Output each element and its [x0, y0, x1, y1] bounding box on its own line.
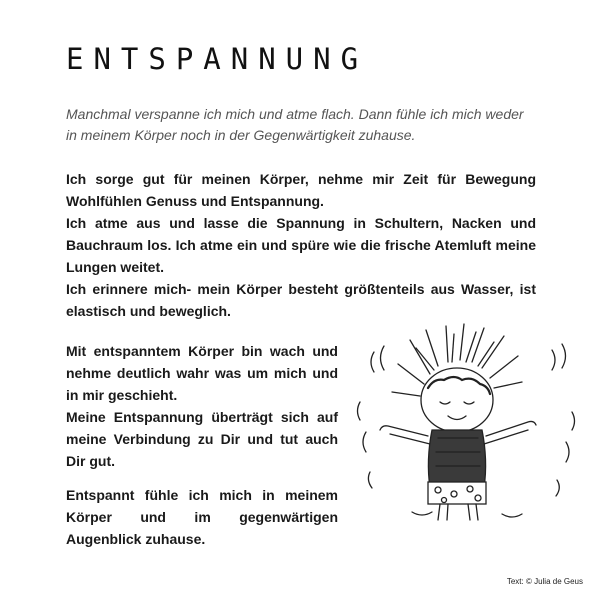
- affirmation-paragraph-2: [66, 340, 338, 472]
- closing-affirmation: Entspannt fühle ich mich in meinem Körper und im gegenwärtigen Augenblick zuhause.: [66, 487, 338, 547]
- affirmation-line: Ich sorge gut für meinen Körper, nehme mir Zeit für Bewegung Wohlfühlen Genuss und Entspannung.: [66, 171, 536, 209]
- affirmation-line: Ich erinnere mich- mein Körper besteht größtenteils aus Wasser, ist elastisch und beweglich.: [66, 281, 536, 319]
- affirmation-line: Mit entspanntem Körper bin wach und nehme deutlich wahr was um mich und in mir geschieht.: [66, 343, 338, 403]
- page-title: ENTSPANNUNG: [66, 42, 369, 76]
- intro-text: Manchmal verspanne ich mich und atme flach. Dann fühle ich mich weder in meinem Körper noch in der Gegenwärtigkeit zuhause.: [66, 106, 524, 143]
- affirmation-paragraph-1: [66, 168, 536, 322]
- affirmation-line: Meine Entspannung überträgt sich auf meine Verbindung zu Dir und tut auch Dir gut.: [66, 409, 338, 469]
- relaxed-child-illustration: [352, 322, 582, 528]
- text-credit: Text: © Julia de Geus: [506, 577, 583, 586]
- affirmation-line: Ich atme aus und lasse die Spannung in Schultern, Nacken und Bauchraum los. Ich atme ein und spüre wie die frische Atemluft meine Lungen weitet.: [66, 215, 536, 275]
